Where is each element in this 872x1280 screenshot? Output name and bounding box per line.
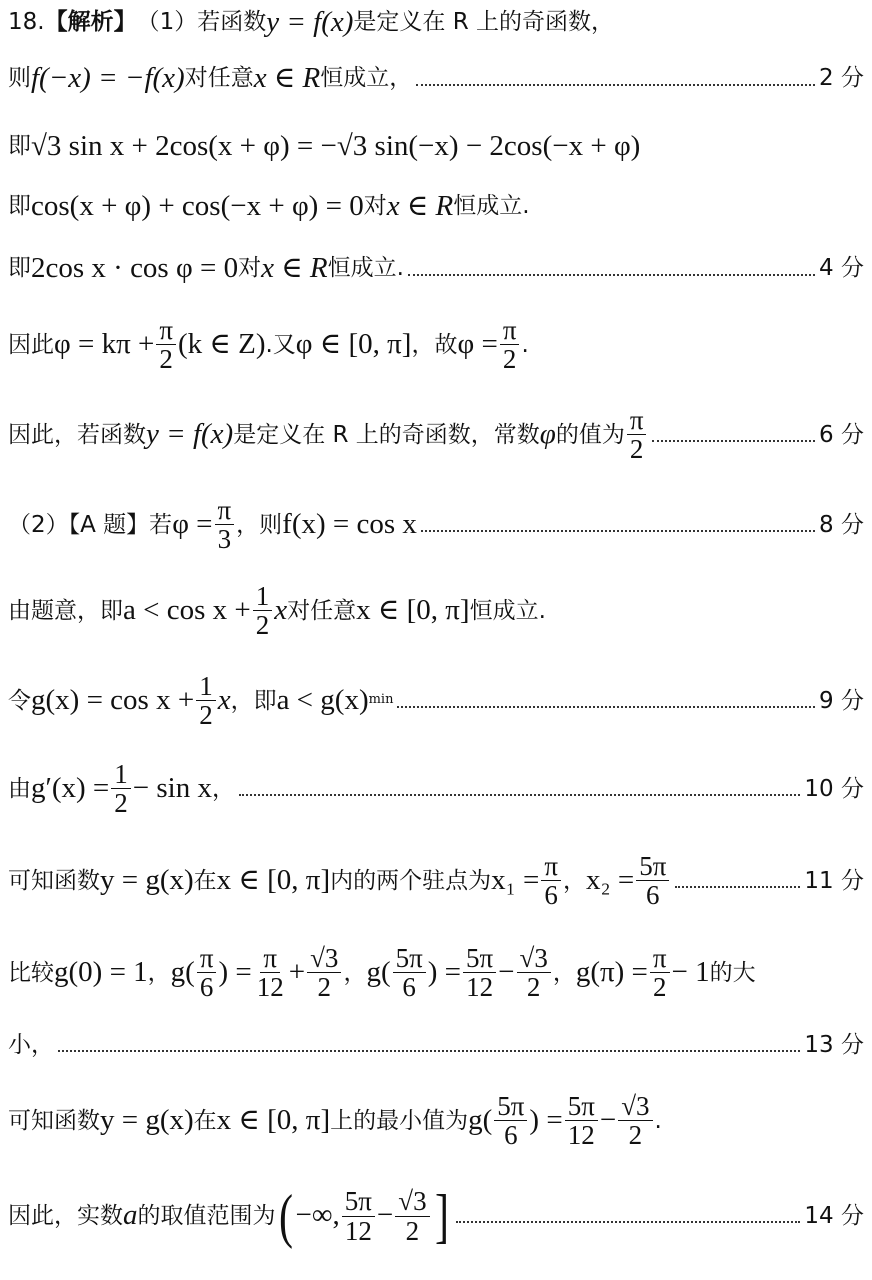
dot-leader xyxy=(675,886,800,888)
dot-leader xyxy=(421,530,815,532)
fraction: $\frac{\pi}{6}$ xyxy=(541,852,561,910)
score-label: 13 分 xyxy=(804,1032,864,1058)
fraction: $\frac{√3}{2}$ xyxy=(517,944,551,1002)
solution-line-3: 即 √3 sin x + 2cos(x + φ) = −√3 sin(−x) − 2cos(−x + φ) xyxy=(8,130,641,162)
dot-leader xyxy=(408,274,815,276)
solution-line-13: 比较 g(0) = 1 ， g( $\frac{\pi}{6}$ ) = $\frac{\pi}{12}$ + $\frac{√3}{2}$ ， g( $\frac{5\pi}{6}$ ) = $\frac{5\pi}{12}$ − $\frac{√3}{2}$ ， g(π) = $\frac{\pi}{2}$ − 1 的大 xyxy=(8,943,756,1003)
score-label: 4 分 xyxy=(819,255,864,282)
fraction: $\frac{5\pi}{12}$ xyxy=(565,1092,598,1150)
solution-line-11: 由 g′(x) = $\frac{1}{2}$ − sin x ， 10 分 xyxy=(8,759,864,819)
solution-line-9: 由题意，即 a < cos x + $\frac{1}{2}$ x 对任意 x ∈ [0, π] 恒成立. xyxy=(8,581,546,641)
analysis-tag: 【解析】 xyxy=(44,9,137,36)
fraction: $\frac{\pi}{2}$ xyxy=(627,406,647,464)
fraction: $\frac{5\pi}{6}$ xyxy=(393,944,426,1002)
fraction: $\frac{√3}{2}$ xyxy=(618,1092,652,1150)
fraction: $\frac{5\pi}{6}$ xyxy=(494,1092,527,1150)
solution-line-7: 因此，若函数 y = f(x) 是定义在 R 上的奇函数，常数 φ 的值为 $\frac{\pi}{2}$ 6 分 xyxy=(8,405,864,465)
dot-leader xyxy=(58,1050,800,1052)
solution-line-2: 则 f(−x) = −f(x) 对任意 x ∈ R 恒成立， 2 分 xyxy=(8,62,864,94)
fraction: $\frac{√3}{2}$ xyxy=(307,944,341,1002)
solution-line-15: 可知函数 y = g(x) 在 x ∈ [0, π] 上的最小值为 g( $\frac{5\pi}{6}$ ) = $\frac{5\pi}{12}$ − $\frac{√3}{2}$ . xyxy=(8,1091,662,1151)
dot-leader xyxy=(416,84,815,86)
fraction: $\frac{√3}{2}$ xyxy=(395,1187,429,1245)
score-label: 11 分 xyxy=(804,867,864,894)
fraction: $\frac{1}{2}$ xyxy=(196,672,216,730)
score-label: 2 分 xyxy=(819,65,864,92)
dot-leader xyxy=(456,1221,801,1223)
fraction: $\frac{\pi}{3}$ xyxy=(215,496,235,554)
fraction: $\frac{5\pi}{6}$ xyxy=(636,852,669,910)
solution-line-8: （2）【A 题】若 φ = $\frac{\pi}{3}$ ，则 f(x) = cos x 8 分 xyxy=(8,495,864,555)
solution-line-14: 小， 13 分 xyxy=(8,1032,864,1058)
solution-line-1: 18. 【解析】 （1）若函数 y = f(x) 是定义在 R 上的奇函数， xyxy=(8,6,615,38)
solution-line-5: 即 2cos x · cos φ = 0 对 x ∈ R 恒成立. 4 分 xyxy=(8,252,864,284)
fraction: $\frac{1}{2}$ xyxy=(253,582,273,640)
dot-leader xyxy=(652,440,815,442)
problem-number: 18. xyxy=(8,9,45,36)
dot-leader xyxy=(239,794,800,796)
fraction: $\frac{\pi}{12}$ xyxy=(256,943,284,1003)
fraction: $\frac{\pi}{2}$ xyxy=(156,316,176,374)
solution-line-12: 可知函数 y = g(x) 在 x ∈ [0, π] 内的两个驻点为 x₁ = $\frac{\pi}{6}$ ， x₂ = $\frac{5\pi}{6}$ 11 分 xyxy=(8,851,864,911)
fraction: $\frac{\pi}{2}$ xyxy=(650,944,670,1002)
fraction: $\frac{\pi}{6}$ xyxy=(197,944,217,1002)
solution-line-6: 因此 φ = kπ + $\frac{\pi}{2}$ (k ∈ Z) .又 φ ∈ [0, π] ，故 φ = $\frac{\pi}{2}$ . xyxy=(8,315,529,375)
score-label: 9 分 xyxy=(819,687,864,714)
solution-line-4: 即 cos(x + φ) + cos(−x + φ) = 0 对 x ∈ R 恒成立. xyxy=(8,190,530,222)
dot-leader xyxy=(397,706,815,708)
score-label: 6 分 xyxy=(819,421,864,448)
score-label: 14 分 xyxy=(804,1202,864,1229)
right-bracket: ] xyxy=(434,1183,449,1249)
fraction: $\frac{1}{2}$ xyxy=(111,760,131,818)
fraction: $\frac{\pi}{2}$ xyxy=(500,316,520,374)
score-label: 8 分 xyxy=(819,511,864,538)
score-label: 10 分 xyxy=(804,775,864,802)
solution-line-16: 因此，实数 a 的取值范围为 ( −∞, $\frac{5\pi}{12}$ − $\frac{√3}{2}$ ] 14 分 xyxy=(8,1183,864,1249)
fraction: $\frac{5\pi}{12}$ xyxy=(342,1187,375,1245)
fraction: $\frac{5\pi}{12}$ xyxy=(463,944,496,1002)
solution-line-10: 令 g(x) = cos x + $\frac{1}{2}$ x ，即 a < g(x) min 9 分 xyxy=(8,671,864,731)
left-paren: ( xyxy=(278,1183,293,1249)
